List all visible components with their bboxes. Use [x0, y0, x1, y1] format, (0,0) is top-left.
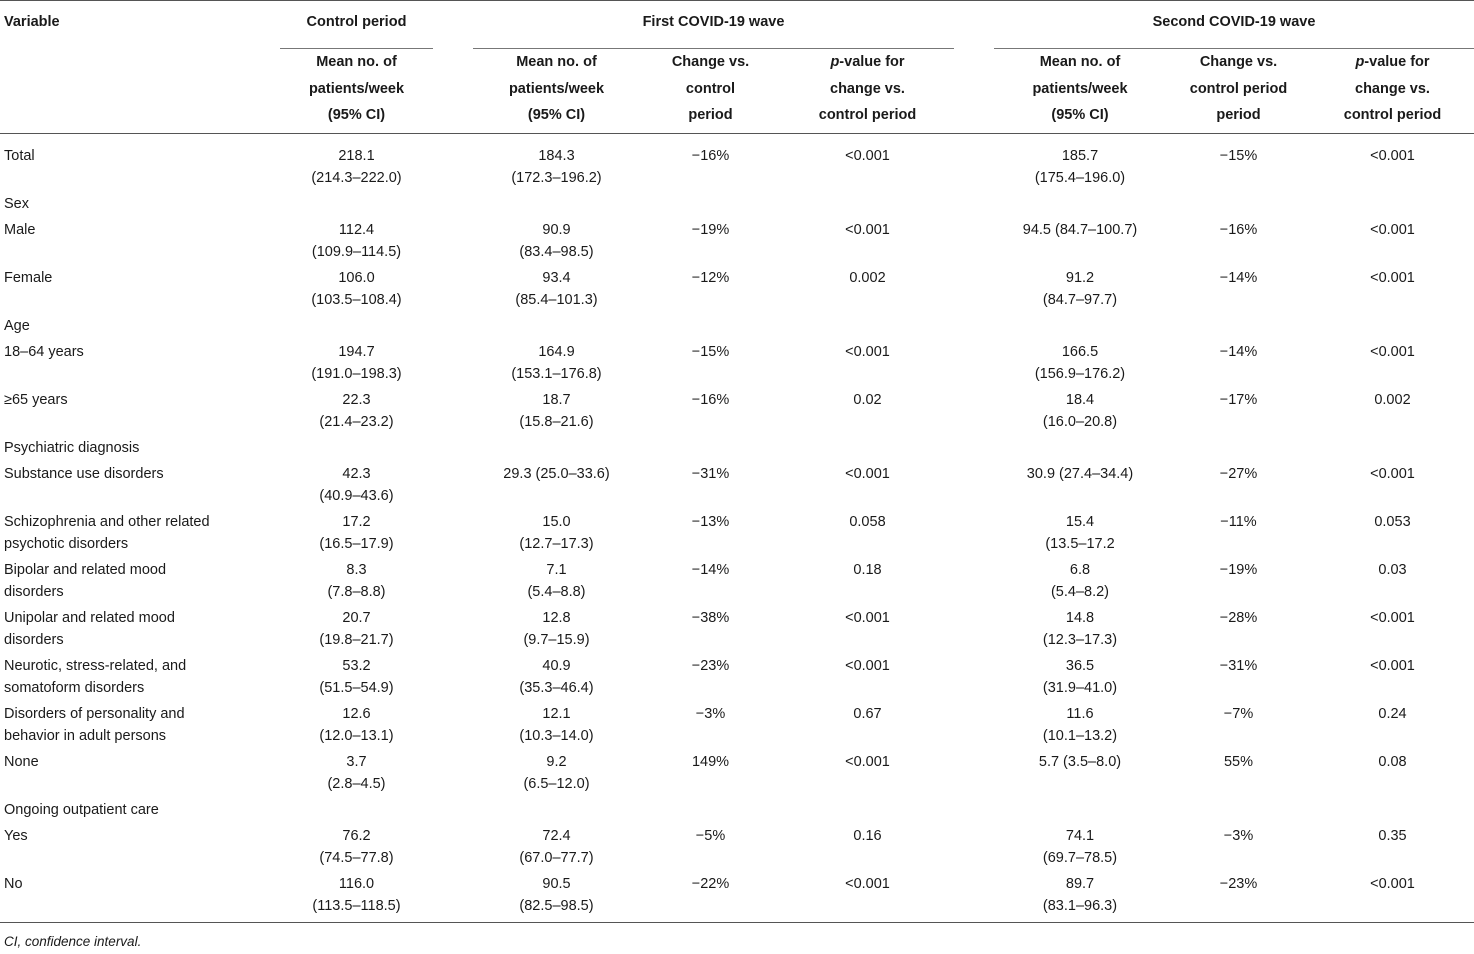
first-change-cell: −15%	[691, 344, 730, 360]
second-pvalue-cell: <0.001	[1311, 874, 1474, 923]
table-row	[0, 268, 1474, 316]
section-row	[0, 438, 1474, 464]
table-row	[0, 512, 1474, 560]
section-label: Age	[4, 318, 30, 334]
row-label: Schizophrenia and other related psychotic disorders	[4, 514, 210, 552]
second-pvalue-cell: 0.03	[1378, 562, 1407, 578]
first-pvalue-cell: <0.001	[845, 148, 890, 164]
first-change-cell: −31%	[691, 466, 730, 482]
first-change-cell: 149%	[691, 754, 730, 770]
first-mean-cell: 93.4 (85.4–101.3)	[515, 270, 598, 308]
second-change-cell: −17%	[1219, 392, 1258, 408]
row-label: No	[0, 874, 280, 923]
second-pvalue-cell: 0.053	[1374, 514, 1411, 530]
first-pvalue-header: p-value for change vs. control period	[818, 54, 917, 123]
second-pvalue-cell: <0.001	[1370, 344, 1415, 360]
table-row	[0, 134, 1474, 195]
first-mean-cell: 90.5 (82.5–98.5)	[473, 874, 640, 923]
first-mean-cell: 12.8 (9.7–15.9)	[523, 610, 590, 648]
first-change-cell: −23%	[691, 658, 730, 674]
second-pvalue-cell: <0.001	[1370, 466, 1415, 482]
first-change-cell: −38%	[691, 610, 730, 626]
second-mean-header: Mean no. of patients/week (95% CI)	[1032, 54, 1128, 123]
table-row	[0, 608, 1474, 656]
second-wave-header: Second COVID-19 wave	[994, 6, 1474, 49]
section-label: Ongoing outpatient care	[4, 802, 159, 818]
section-row	[0, 316, 1474, 342]
row-label: Disorders of personality and behavior in adult persons	[4, 706, 185, 744]
first-pvalue-cell: <0.001	[845, 754, 890, 770]
row-label: Yes	[4, 828, 28, 844]
control-mean-cell: 8.3 (7.8–8.8)	[327, 562, 386, 600]
second-mean-cell: 30.9 (27.4–34.4)	[1026, 466, 1134, 482]
section-row	[0, 194, 1474, 220]
first-mean-cell: 7.1 (5.4–8.8)	[527, 562, 586, 600]
control-mean-header: Mean no. of patients/week (95% CI)	[308, 54, 405, 123]
first-pvalue-cell: <0.001	[781, 874, 954, 923]
control-mean-cell: 116.0 (113.5–118.5)	[280, 874, 433, 923]
second-mean-cell: 36.5 (31.9–41.0)	[1042, 658, 1118, 696]
control-mean-cell: 3.7 (2.8–4.5)	[327, 754, 386, 792]
variable-header: Variable	[4, 14, 60, 30]
row-label: Substance use disorders	[4, 466, 164, 482]
first-pvalue-cell: <0.001	[845, 222, 890, 238]
second-mean-cell: 185.7 (175.4–196.0)	[1034, 148, 1126, 186]
row-label: Bipolar and related mood disorders	[4, 562, 167, 600]
table-row	[0, 220, 1474, 268]
first-mean-cell: 164.9 (153.1–176.8)	[511, 344, 602, 382]
control-mean-cell: 53.2 (51.5–54.9)	[319, 658, 394, 696]
row-label: Male	[4, 222, 36, 238]
first-mean-cell: 40.9 (35.3–46.4)	[519, 658, 594, 696]
row-label: Unipolar and related mood disorders	[4, 610, 175, 648]
table-row	[0, 752, 1474, 800]
row-label: Total	[4, 148, 35, 164]
first-change-cell: −16%	[691, 392, 730, 408]
first-pvalue-cell: 0.02	[853, 392, 882, 408]
second-pvalue-cell: <0.001	[1370, 658, 1415, 674]
first-change-cell: −22%	[640, 874, 781, 923]
first-mean-header: Mean no. of patients/week (95% CI)	[508, 54, 605, 123]
row-label: ≥65 years	[4, 392, 68, 408]
first-change-cell: −14%	[691, 562, 730, 578]
second-pvalue-cell: 0.24	[1378, 706, 1407, 722]
first-pvalue-cell: 0.058	[849, 514, 886, 530]
first-change-header: Change vs. control period	[671, 54, 750, 123]
second-change-cell: −23%	[1166, 874, 1311, 923]
second-mean-cell: 94.5 (84.7–100.7)	[1022, 222, 1138, 238]
second-pvalue-cell: <0.001	[1370, 148, 1415, 164]
second-mean-cell: 11.6 (10.1–13.2)	[1042, 706, 1118, 744]
first-pvalue-cell: 0.67	[853, 706, 882, 722]
control-mean-cell: 20.7 (19.8–21.7)	[319, 610, 394, 648]
first-mean-cell: 15.0 (12.7–17.3)	[519, 514, 594, 552]
table-row	[0, 560, 1474, 608]
first-mean-cell: 9.2 (6.5–12.0)	[523, 754, 590, 792]
section-label: Sex	[4, 196, 29, 212]
second-change-cell: −28%	[1219, 610, 1258, 626]
row-label: Neurotic, stress-related, and somatoform disorders	[4, 658, 187, 696]
second-mean-cell: 74.1 (69.7–78.5)	[1042, 828, 1118, 866]
table-row	[0, 390, 1474, 438]
second-pvalue-cell: 0.002	[1374, 392, 1411, 408]
second-pvalue-cell: <0.001	[1370, 610, 1415, 626]
second-pvalue-cell: <0.001	[1370, 270, 1415, 286]
table-row	[0, 826, 1474, 874]
row-label: None	[4, 754, 39, 770]
table-row	[0, 464, 1474, 512]
first-pvalue-cell: 0.18	[853, 562, 882, 578]
first-change-cell: −16%	[691, 148, 730, 164]
footnote: CI, confidence interval.	[4, 934, 142, 949]
first-mean-cell: 184.3 (172.3–196.2)	[511, 148, 602, 186]
table-row	[0, 656, 1474, 704]
second-change-cell: −19%	[1219, 562, 1258, 578]
second-pvalue-cell: <0.001	[1370, 222, 1415, 238]
control-mean-cell: 12.6 (12.0–13.1)	[319, 706, 394, 744]
second-change-cell: −14%	[1219, 270, 1258, 286]
second-mean-cell: 89.7 (83.1–96.3)	[994, 874, 1166, 923]
second-change-cell: −15%	[1219, 148, 1258, 164]
second-change-header: Change vs. control period period	[1189, 54, 1288, 123]
first-pvalue-cell: <0.001	[845, 344, 890, 360]
first-change-cell: −13%	[691, 514, 730, 530]
first-mean-cell: 90.9 (83.4–98.5)	[519, 222, 594, 260]
first-change-cell: −3%	[695, 706, 726, 722]
control-mean-cell: 218.1 (214.3–222.0)	[311, 148, 402, 186]
second-mean-cell: 91.2 (84.7–97.7)	[1042, 270, 1118, 308]
control-mean-cell: 17.2 (16.5–17.9)	[319, 514, 394, 552]
first-mean-cell: 12.1 (10.3–14.0)	[519, 706, 594, 744]
first-wave-header: First COVID-19 wave	[473, 6, 954, 49]
first-change-cell: −19%	[691, 222, 730, 238]
row-label: Female	[4, 270, 53, 286]
first-pvalue-cell: <0.001	[845, 610, 890, 626]
first-pvalue-cell: 0.002	[849, 270, 886, 286]
control-mean-cell: 194.7 (191.0–198.3)	[311, 344, 402, 382]
first-change-cell: −5%	[695, 828, 726, 844]
row-label: 18–64 years	[4, 344, 84, 360]
second-pvalue-cell: 0.35	[1378, 828, 1407, 844]
control-mean-cell: 112.4 (109.9–114.5)	[311, 222, 402, 260]
first-mean-cell: 18.7 (15.8–21.6)	[519, 392, 594, 430]
second-mean-cell: 6.8 (5.4–8.2)	[1050, 562, 1110, 600]
section-row	[0, 800, 1474, 826]
second-mean-cell: 14.8 (12.3–17.3)	[1042, 610, 1118, 648]
control-mean-cell: 76.2 (74.5–77.8)	[319, 828, 394, 866]
second-change-cell: −11%	[1220, 514, 1257, 530]
table-row	[0, 704, 1474, 752]
control-mean-cell: 22.3 (21.4–23.2)	[319, 392, 394, 430]
second-change-cell: −3%	[1223, 828, 1254, 844]
second-change-cell: −31%	[1219, 658, 1258, 674]
first-pvalue-cell: <0.001	[845, 658, 890, 674]
first-pvalue-cell: <0.001	[845, 466, 890, 482]
second-mean-cell: 15.4 (13.5–17.2	[1045, 514, 1115, 552]
second-change-cell: −27%	[1219, 466, 1258, 482]
second-mean-cell: 166.5 (156.9–176.2)	[1034, 344, 1126, 382]
first-mean-cell: 72.4 (67.0–77.7)	[519, 828, 594, 866]
table-row	[0, 342, 1474, 390]
second-change-cell: −7%	[1223, 706, 1254, 722]
second-pvalue-cell: 0.08	[1378, 754, 1407, 770]
table-row	[0, 874, 1474, 923]
control-period-header: Control period	[280, 6, 433, 49]
first-mean-cell: 29.3 (25.0–33.6)	[503, 466, 610, 482]
second-mean-cell: 18.4 (16.0–20.8)	[1042, 392, 1118, 430]
first-pvalue-cell: 0.16	[853, 828, 882, 844]
first-change-cell: −12%	[691, 270, 730, 286]
control-mean-cell: 42.3 (40.9–43.6)	[319, 466, 394, 504]
second-change-cell: 55%	[1223, 754, 1254, 770]
control-mean-cell: 106.0 (103.5–108.4)	[311, 270, 402, 308]
second-pvalue-header: p-value for change vs. control period	[1343, 54, 1442, 123]
second-change-cell: −16%	[1219, 222, 1258, 238]
second-mean-cell: 5.7 (3.5–8.0)	[1038, 754, 1122, 770]
section-label: Psychiatric diagnosis	[4, 440, 140, 456]
second-change-cell: −14%	[1219, 344, 1258, 360]
